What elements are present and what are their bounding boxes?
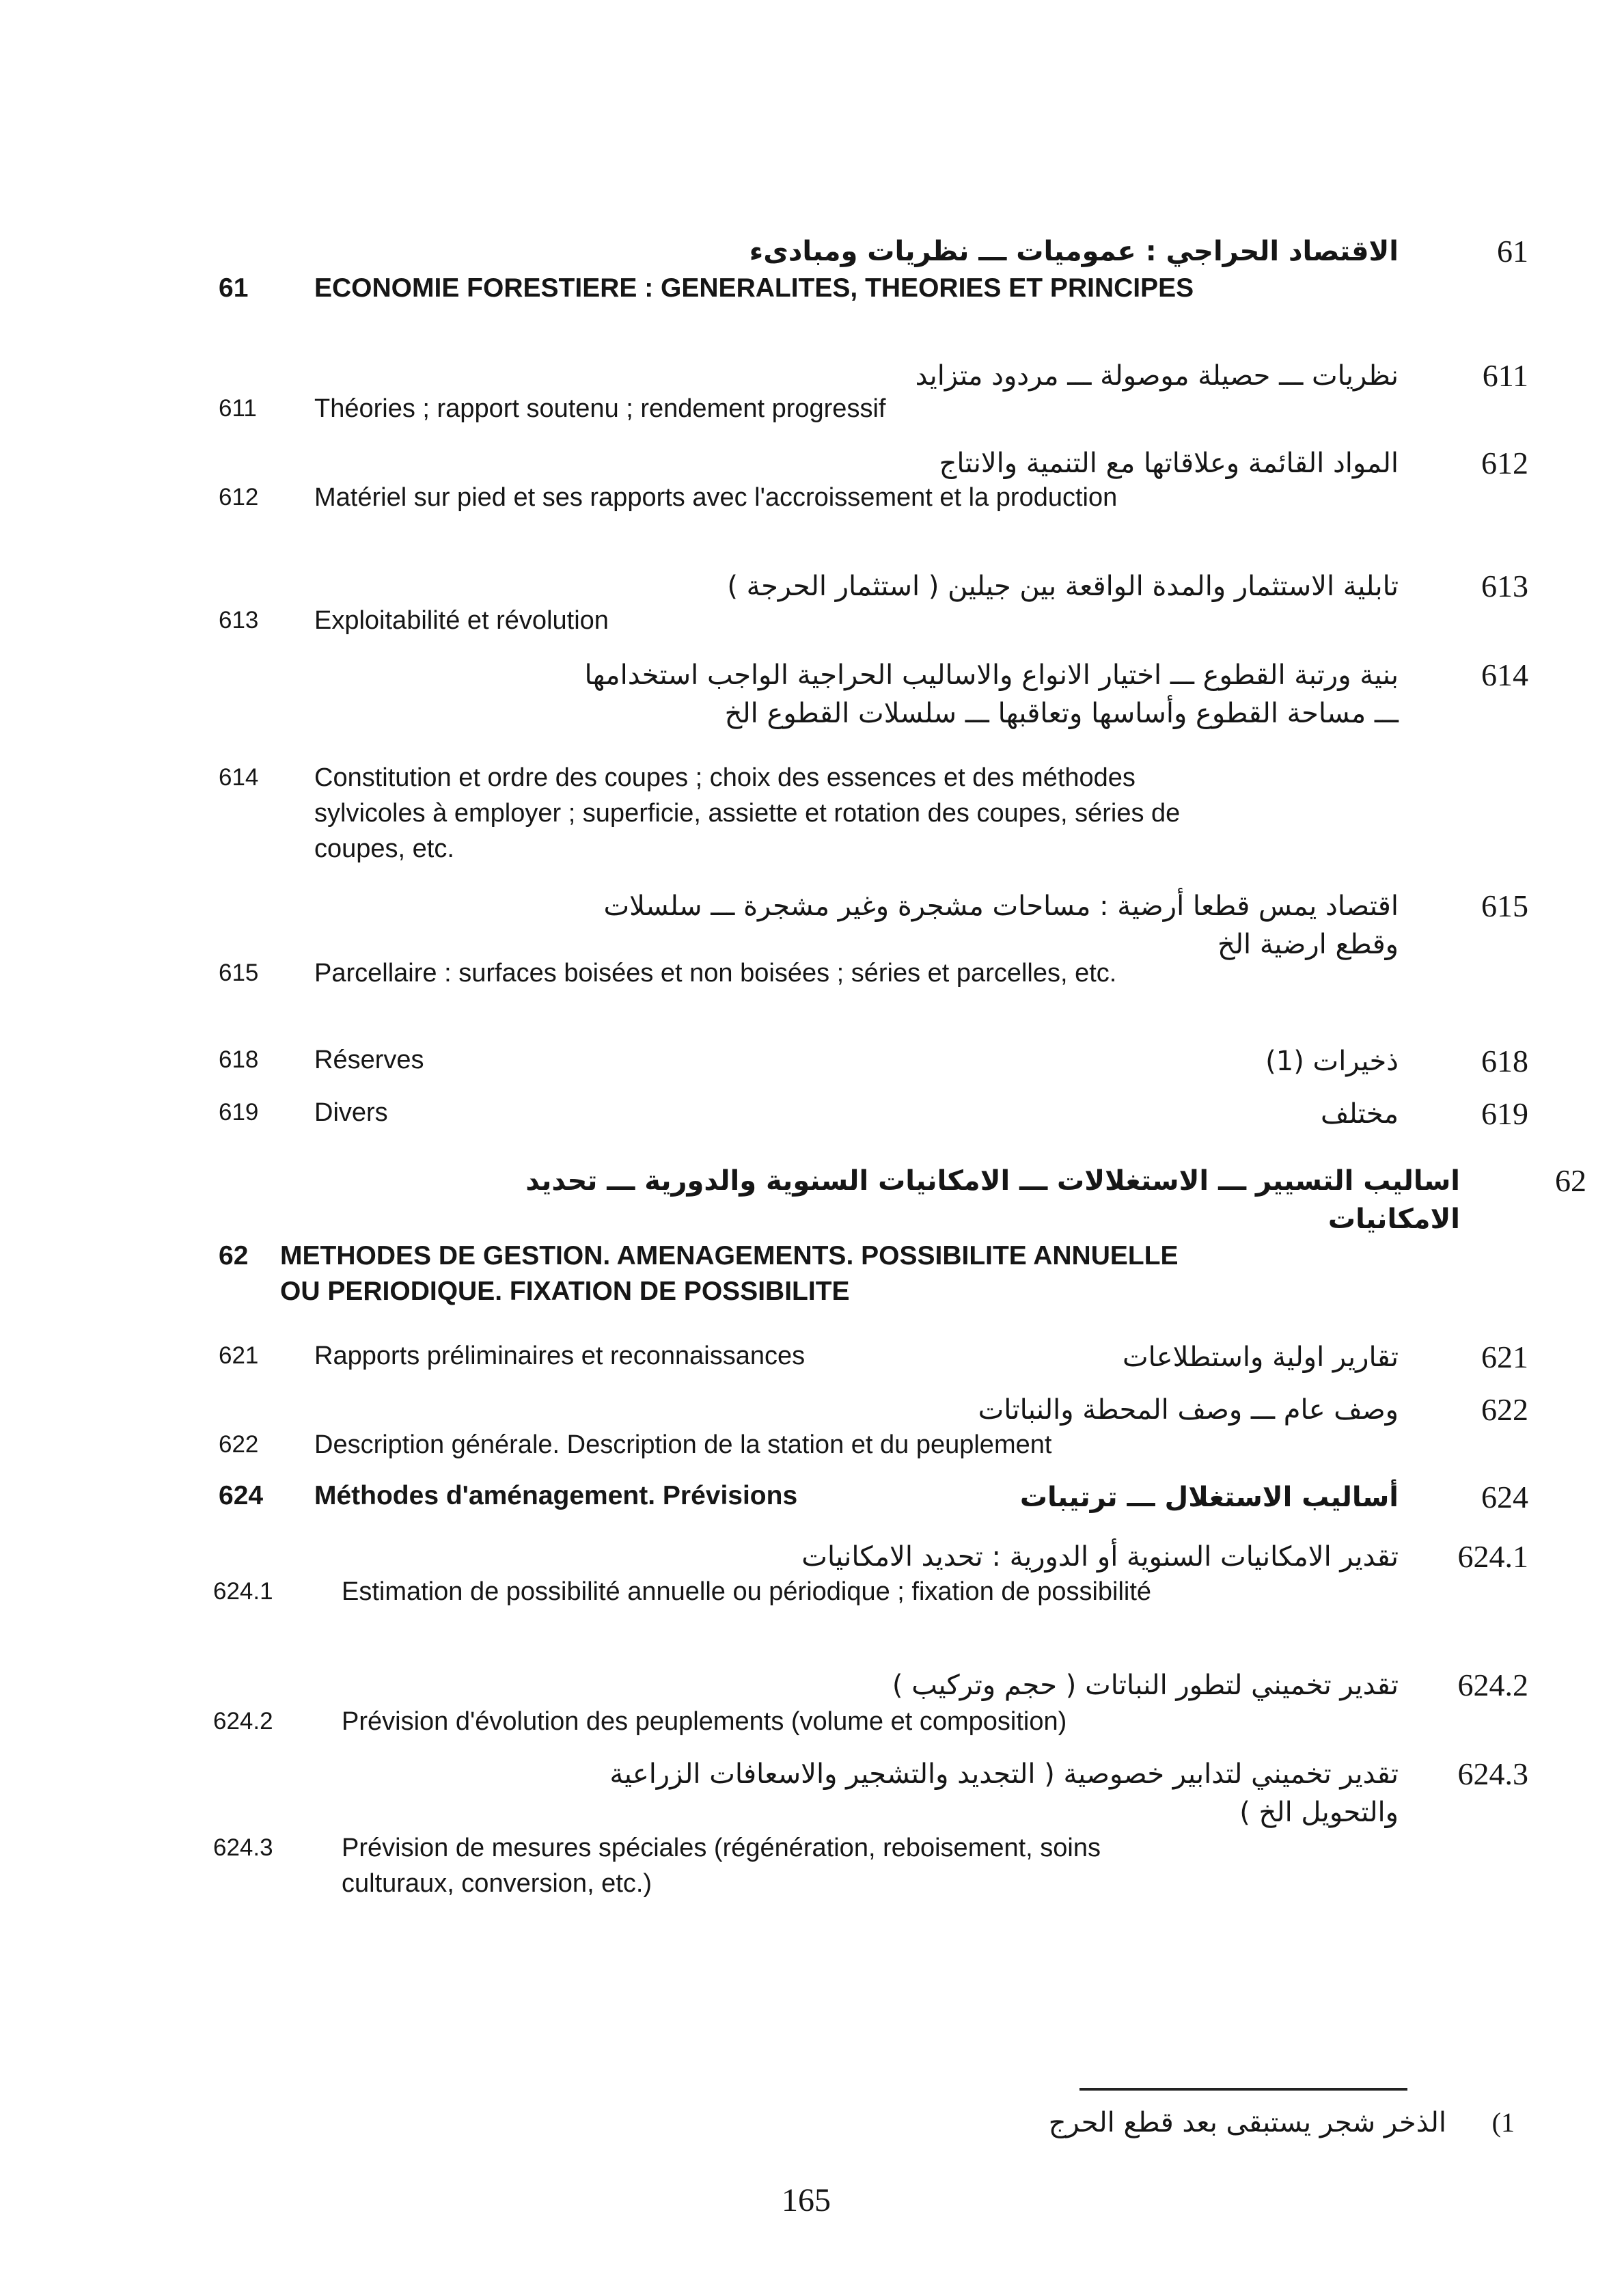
entry-611-number-ar: 611 — [1482, 358, 1528, 393]
entry-62-french: METHODES DE GESTION. AMENAGEMENTS. POSSIBILITE ANNUELLE OU PERIODIQUE. FIXATION DE POSSIBILITE — [280, 1241, 1179, 1306]
entry-622-arabic: وصف عام ـــ وصف المحطة والنباتات — [978, 1394, 1399, 1426]
footnote-separator — [1079, 2088, 1407, 2091]
entry-618-french: Réserves — [314, 1046, 424, 1074]
entry-624-2-number-ar: 624.2 — [1457, 1668, 1528, 1702]
entry-624-number-ar: 624 — [1481, 1480, 1528, 1514]
footnote-text: الذخر شجر يستبقى بعد قطع الحرج — [1048, 2107, 1446, 2138]
entry-614-arabic: بنية ورتبة القطوع ـــ اختيار الانواع والاساليب الحراجية الواجب استخدامها ـــ مساحة القطوع وأساسها وتعاقبها ـــ سلسلات القطوع الخ — [584, 660, 1399, 729]
entry-613-number-ar: 613 — [1481, 569, 1528, 603]
entry-624-3-arabic: تقدير تخميني لتدابير خصوصية ( التجديد والتشجير والاسعافات الزراعية والتحويل الخ ) — [609, 1758, 1399, 1828]
entry-615-number-fr: 615 — [219, 960, 259, 986]
footnote-marker: (1 — [1491, 2107, 1515, 2138]
entry-615-french: Parcellaire : surfaces boisées et non boisées ; séries et parcelles, etc. — [314, 959, 1117, 988]
entry-624-arabic: أساليب الاستغلال ـــ ترتيبات — [1019, 1482, 1399, 1513]
entry-61-french: ECONOMIE FORESTIERE : GENERALITES, THEORIES ET PRINCIPES — [314, 273, 1194, 303]
entry-619-number-fr: 619 — [219, 1099, 259, 1126]
entry-619-arabic: مختلف — [1321, 1098, 1399, 1130]
entry-621-number-fr: 621 — [219, 1342, 259, 1369]
entry-611-arabic: نظريات ـــ حصيلة موصولة ـــ مردود متزايد — [915, 360, 1399, 392]
entry-622-french: Description générale. Description de la station et du peuplement — [314, 1430, 1052, 1459]
entry-619-number-ar: 619 — [1481, 1096, 1528, 1131]
entry-621-number-ar: 621 — [1481, 1340, 1528, 1374]
entry-624-1-arabic: تقدير الامكانيات السنوية أو الدورية : تحديد الامكانيات — [801, 1541, 1399, 1573]
entry-621-french: Rapports préliminaires et reconnaissances — [314, 1342, 806, 1370]
entry-614-number-fr: 614 — [219, 764, 259, 791]
entry-618-arabic: ذخيرات (1) — [1265, 1046, 1399, 1077]
page-number: 165 — [782, 2182, 831, 2218]
entry-624-2-french: Prévision d'évolution des peuplements (volume et composition) — [342, 1707, 1067, 1736]
entry-624-2-arabic: تقدير تخميني لتطور النباتات ( حجم وتركيب ) — [892, 1670, 1399, 1701]
entry-612-french: Matériel sur pied et ses rapports avec l'accroissement et la production — [314, 483, 1118, 512]
entry-612-number-ar: 612 — [1481, 446, 1528, 480]
entry-624-1-number-fr: 624.1 — [213, 1578, 273, 1605]
entry-611-number-fr: 611 — [219, 395, 257, 422]
entry-624-3-french: Prévision de mesures spéciales (régénération, reboisement, soins culturaux, conversion, etc.) — [342, 1834, 1101, 1898]
entry-614-number-ar: 614 — [1481, 657, 1528, 692]
entry-61-arabic: الاقتصاد الحراجي : عموميات ـــ نظريات ومبادىء — [749, 236, 1399, 267]
entry-612-number-fr: 612 — [219, 484, 259, 511]
entry-624-french: Méthodes d'aménagement. Prévisions — [314, 1481, 798, 1510]
entry-613-french: Exploitabilité et révolution — [314, 606, 609, 635]
entry-614-french: Constitution et ordre des coupes ; choix des essences et des méthodes sylvicoles à employer ; superficie, assiette et rotation des coupes, séries de coupes, etc. — [314, 763, 1181, 863]
entry-61-number-fr: 61 — [219, 273, 249, 303]
entry-618-number-ar: 618 — [1481, 1044, 1528, 1078]
entry-624-number-fr: 624 — [219, 1481, 264, 1510]
entry-622-number-fr: 622 — [219, 1431, 259, 1458]
entry-62-number-ar: 62 — [1555, 1163, 1586, 1198]
entry-613-arabic: تابلية الاستثمار والمدة الواقعة بين جيلين ( استثمار الحرجة ) — [727, 571, 1399, 602]
entry-618-number-fr: 618 — [219, 1046, 259, 1073]
entry-624-3-number-fr: 624.3 — [213, 1834, 273, 1861]
entry-612-arabic: المواد القائمة وعلاقاتها مع التنمية والانتاج — [939, 448, 1399, 479]
entry-619-french: Divers — [314, 1098, 388, 1127]
entry-613-number-fr: 613 — [219, 607, 259, 634]
entry-62-number-fr: 62 — [219, 1241, 249, 1270]
entry-615-arabic: اقتصاد يمس قطعا أرضية : مساحات مشجرة وغير مشجرة ـــ سلسلات وقطع ارضية الخ — [603, 891, 1399, 960]
entry-611-french: Théories ; rapport soutenu ; rendement progressif — [314, 394, 886, 423]
entry-622-number-ar: 622 — [1481, 1392, 1528, 1427]
entry-624-1-number-ar: 624.1 — [1457, 1539, 1528, 1574]
entry-624-1-french: Estimation de possibilité annuelle ou périodique ; fixation de possibilité — [342, 1577, 1152, 1606]
entry-624-2-number-fr: 624.2 — [213, 1708, 273, 1735]
entry-615-number-ar: 615 — [1481, 888, 1528, 923]
entry-62-arabic: اساليب التسيير ـــ الاستغلالات ـــ الامكانيات السنوية والدورية ـــ تحديد الامكانيات — [525, 1165, 1460, 1235]
entry-61-number-ar: 61 — [1497, 234, 1528, 269]
entry-621-arabic: تقارير اولية واستطلاعات — [1122, 1342, 1399, 1373]
entry-624-3-number-ar: 624.3 — [1457, 1756, 1528, 1791]
